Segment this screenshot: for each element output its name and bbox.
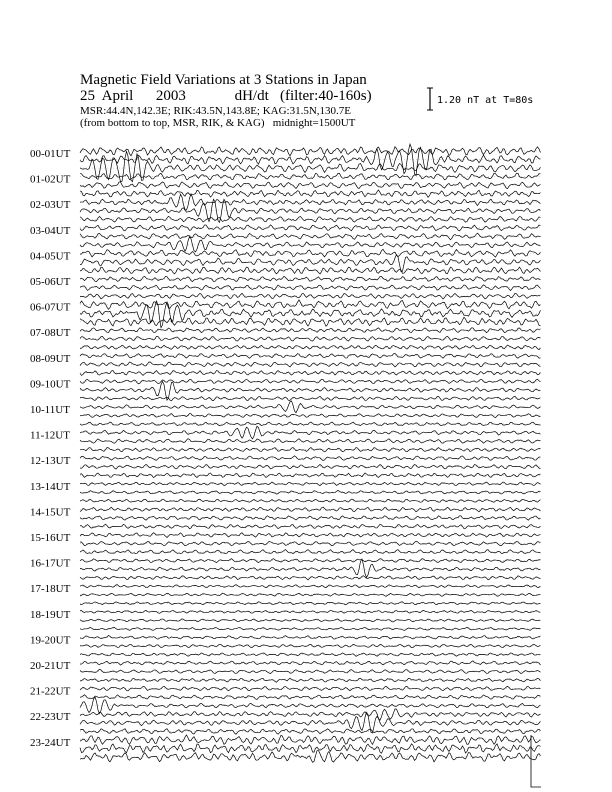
trace-18-19UT-kag: [80, 610, 541, 613]
trace-07-08UT-rik: [80, 336, 541, 341]
hour-label-03-04UT: 03-04UT: [30, 224, 71, 237]
hour-label-01-02UT: 01-02UT: [30, 173, 71, 186]
hour-label-21-22UT: 21-22UT: [30, 685, 71, 698]
hour-label-20-21UT: 20-21UT: [30, 660, 71, 672]
trace-23-24UT-msr: [80, 751, 541, 763]
chart-title: Magnetic Field Variations at 3 Stations in Japan: [80, 72, 367, 88]
trace-21-22UT-rik: [80, 695, 541, 700]
trace-14-15UT-msr: [80, 524, 541, 528]
trace-18-19UT-rik: [80, 619, 541, 622]
hour-label-22-23UT: 22-23UT: [30, 711, 71, 724]
hour-label-11-12UT: 11-12UT: [30, 429, 70, 442]
hour-label-07-08UT: 07-08UT: [30, 327, 71, 340]
trace-02-03UT-kag: [80, 194, 541, 210]
hour-label-23-24UT: 23-24UT: [30, 736, 71, 749]
hour-label-13-14UT: 13-14UT: [30, 480, 71, 493]
hour-label-16-17UT: 16-17UT: [30, 557, 71, 570]
trace-22-23UT-kag: [80, 709, 541, 720]
station-coordinates: MSR:44.4N,142.3E; RIK:43.5N,143.8E; KAG:31.5N,130.7E: [80, 105, 352, 117]
hour-label-18-19UT: 18-19UT: [30, 608, 71, 621]
trace-13-14UT-rik: [80, 490, 541, 494]
hour-label-14-15UT: 14-15UT: [30, 506, 71, 519]
hour-label-10-11UT: 10-11UT: [30, 404, 70, 416]
trace-17-18UT-msr: [80, 602, 541, 605]
trace-10-11UT-msr: [80, 422, 541, 426]
trace-05-06UT-msr: [80, 293, 541, 299]
trace-22-23UT-msr: [80, 729, 541, 735]
trace-16-17UT-rik: [80, 559, 541, 578]
hour-label-09-10UT: 09-10UT: [30, 378, 71, 391]
trace-04-05UT-kag: [80, 249, 541, 257]
trace-15-16UT-msr: [80, 550, 541, 554]
trace-05-06UT-kag: [80, 276, 541, 281]
hour-label-00-01UT: 00-01UT: [30, 148, 71, 160]
trace-17-18UT-kag: [80, 585, 541, 588]
trace-07-08UT-msr: [80, 345, 541, 350]
hour-label-08-09UT: 08-09UT: [30, 352, 71, 365]
hour-label-02-03UT: 02-03UT: [30, 199, 71, 212]
hour-label-15-16UT: 15-16UT: [30, 532, 71, 544]
hour-label-12-13UT: 12-13UT: [30, 455, 71, 468]
hour-label-05-06UT: 05-06UT: [30, 276, 71, 288]
trace-07-08UT-kag: [80, 328, 541, 333]
trace-21-22UT-msr: [80, 697, 541, 713]
hour-label-06-07UT: 06-07UT: [30, 301, 71, 314]
hour-label-17-18UT: 17-18UT: [30, 583, 71, 596]
trace-00-01UT-kag: [80, 147, 541, 156]
scale-bar-label: 1.20 nT at T=80s: [437, 95, 534, 106]
trace-group: [80, 144, 541, 787]
trace-18-19UT-msr: [80, 627, 541, 630]
hour-label-04-05UT: 04-05UT: [30, 250, 71, 263]
trace-00-01UT-msr: [80, 151, 541, 181]
station-order-note: (from bottom to top, MSR, RIK, & KAG) midnight=1500UT: [80, 117, 356, 129]
hour-labels: [30, 148, 71, 749]
chart-subtitle-date: 25 April 2003 dH/dt (filter:40-160s): [80, 88, 372, 104]
trace-00-01UT-rik: [80, 144, 541, 175]
trace-16-17UT-kag: [80, 559, 541, 563]
hour-label-19-20UT: 19-20UT: [30, 634, 71, 647]
trace-11-12UT-msr: [80, 448, 541, 452]
